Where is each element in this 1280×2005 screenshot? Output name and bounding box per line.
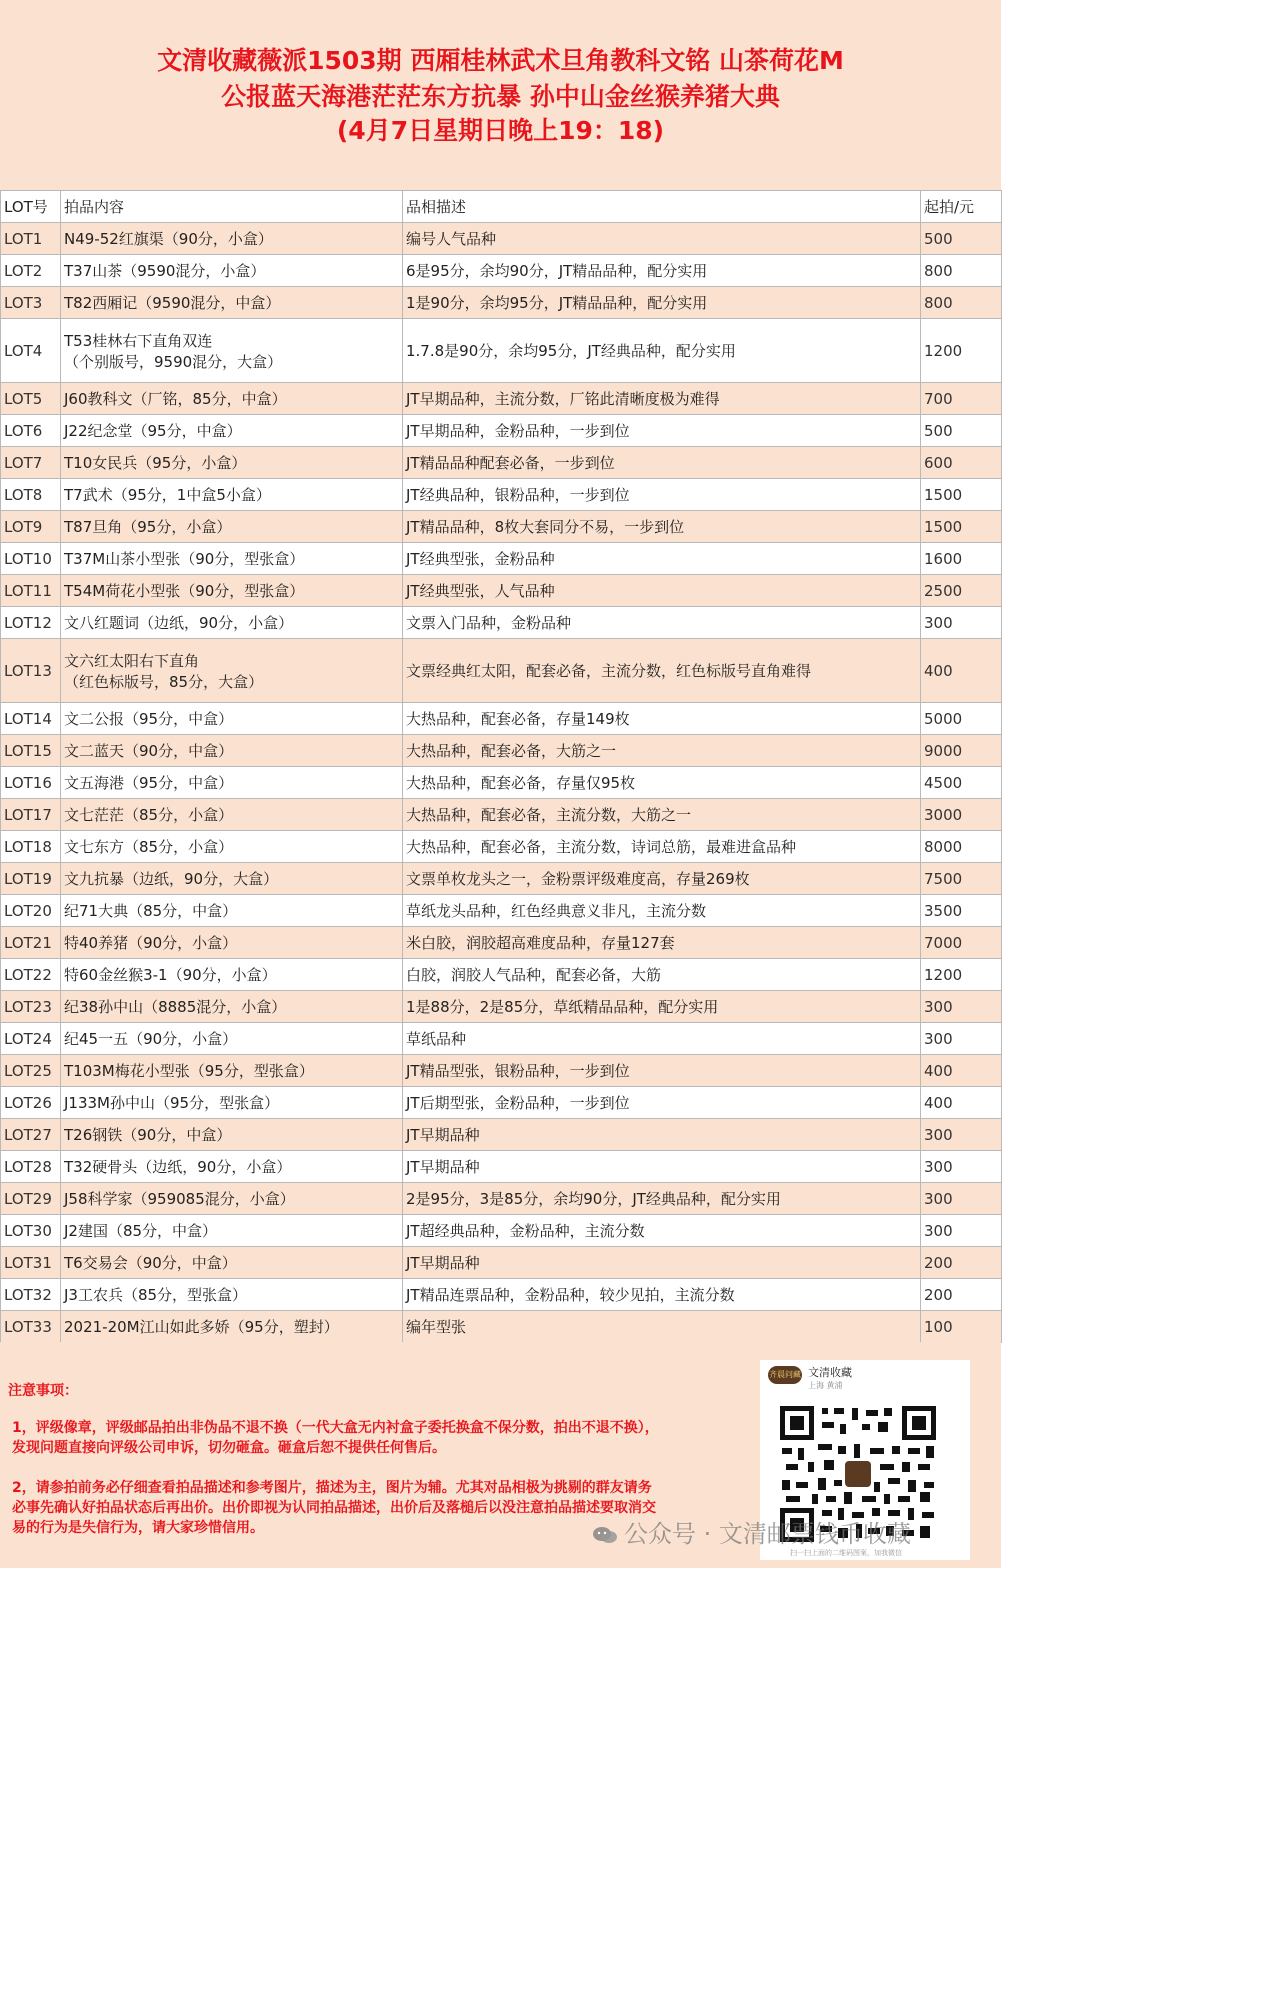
lot-number: LOT9: [1, 511, 61, 543]
lot-description: 大热品种，配套必备，存量149枚: [403, 703, 921, 735]
table-row: [1, 1151, 1002, 1183]
lot-item: [61, 255, 403, 287]
lot-item-line: T6交易会（90分，中盒）: [64, 1254, 237, 1272]
lot-number: LOT17: [1, 799, 61, 831]
lot-starting-price: 7500: [921, 863, 1002, 895]
table-row: [1, 543, 1002, 575]
lot-item: [61, 223, 403, 255]
lot-number: LOT23: [1, 991, 61, 1023]
table-row: [1, 1119, 1002, 1151]
lot-item: [61, 607, 403, 639]
lot-item-line: N49-52红旗渠（90分，小盒）: [64, 230, 273, 248]
lot-number: LOT16: [1, 767, 61, 799]
lot-item-line: 文二公报（95分，中盒）: [64, 710, 234, 728]
table-row: [1, 383, 1002, 415]
lot-number: LOT2: [1, 255, 61, 287]
lot-starting-price: 1500: [921, 511, 1002, 543]
lot-description: JT早期品种: [403, 1119, 921, 1151]
lot-starting-price: 1600: [921, 543, 1002, 575]
lot-item: [61, 543, 403, 575]
lot-number: LOT32: [1, 1279, 61, 1311]
lot-description: JT精品品种配套必备，一步到位: [403, 447, 921, 479]
table-row: [1, 895, 1002, 927]
lot-description: 大热品种，配套必备，主流分数，诗词总筋，最难进盒品种: [403, 831, 921, 863]
lot-description: 草纸龙头品种，红色经典意义非凡，主流分数: [403, 895, 921, 927]
lot-description: 1是88分，2是85分，草纸精品品种，配分实用: [403, 991, 921, 1023]
table-row: [1, 767, 1002, 799]
notes-point-1: 1，评级像章，评级邮品拍出非伪品不退不换（一代大盒无内衬盒子委托换盒不保分数，拍出不退不换），发现问题直接向评级公司申诉，切勿砸盒。砸盒后恕不提供任何售后。: [12, 1420, 659, 1456]
lot-starting-price: 4500: [921, 767, 1002, 799]
lot-description: 文票单枚龙头之一，金粉票评级难度高，存量269枚: [403, 863, 921, 895]
lot-starting-price: 300: [921, 607, 1002, 639]
lot-item-line: 纪38孙中山（8885混分，小盒）: [64, 998, 287, 1016]
lot-description: JT早期品种，金粉品种，一步到位: [403, 415, 921, 447]
wechat-icon: [592, 1525, 618, 1545]
lot-description: 文票经典红太阳，配套必备，主流分数，红色标版号直角难得: [403, 639, 921, 703]
lot-item: [61, 767, 403, 799]
lot-starting-price: 200: [921, 1279, 1002, 1311]
lot-item-line: 文五海港（95分，中盒）: [64, 774, 234, 792]
lot-item-line: T54M荷花小型张（90分，型张盒）: [64, 582, 305, 600]
lot-item: [61, 447, 403, 479]
lot-item-line: T37山茶（9590混分，小盒）: [64, 262, 266, 280]
title-line-1: 文清收藏薇派1503期 西厢桂林武术旦角教科文铭 山茶荷花M: [157, 46, 844, 75]
notes-title: 注意事项：: [8, 1383, 78, 1399]
page-header: [0, 0, 1001, 190]
lot-item-line: T32硬骨头（边纸，90分，小盒）: [64, 1158, 292, 1176]
lot-starting-price: 300: [921, 1151, 1002, 1183]
lot-starting-price: 300: [921, 1183, 1002, 1215]
lot-description: JT后期型张，金粉品种，一步到位: [403, 1087, 921, 1119]
lot-item-line-2: （个别版号，9590混分，大盒）: [64, 352, 283, 371]
auction-table: [0, 190, 1002, 1343]
lot-item-line: 纪71大典（85分，中盒）: [64, 902, 238, 920]
lot-starting-price: 600: [921, 447, 1002, 479]
notes-point-2: 2，请参拍前务必仔细查看拍品描述和参考图片，描述为主，图片为辅。尤其对品相极为挑剔的群友请务必事先确认好拍品状态后再出价。出价即视为认同拍品描述，出价后及落槌后以没注意拍品描述要取消交易的行为是失信行为，请大家珍惜信用。: [12, 1480, 656, 1536]
lot-number: LOT4: [1, 319, 61, 383]
lot-number: LOT22: [1, 959, 61, 991]
lot-item-line: 文二蓝天（90分，中盒）: [64, 742, 234, 760]
lot-description: 米白胶，润胶超高难度品种，存量127套: [403, 927, 921, 959]
lot-item-line: T10女民兵（95分，小盒）: [64, 454, 247, 472]
lot-starting-price: 700: [921, 383, 1002, 415]
lot-description: JT精品品种，8枚大套同分不易，一步到位: [403, 511, 921, 543]
lot-description: 2是95分，3是85分，余均90分，JT经典品种，配分实用: [403, 1183, 921, 1215]
lot-item: [61, 287, 403, 319]
lot-number: LOT13: [1, 639, 61, 703]
lot-description: 编号人气品种: [403, 223, 921, 255]
lot-starting-price: 500: [921, 415, 1002, 447]
lot-item: [61, 511, 403, 543]
lot-starting-price: 800: [921, 287, 1002, 319]
lot-number: LOT31: [1, 1247, 61, 1279]
lot-item-line: T82西厢记（9590混分，中盒）: [64, 294, 281, 312]
lot-item-line: T103M梅花小型张（95分，型张盒）: [64, 1062, 314, 1080]
lot-starting-price: 200: [921, 1247, 1002, 1279]
lot-starting-price: 100: [921, 1311, 1002, 1343]
lot-item: [61, 831, 403, 863]
table-row: [1, 511, 1002, 543]
watermark: [592, 1514, 911, 1549]
lot-item: [61, 319, 403, 383]
lot-starting-price: 1200: [921, 959, 1002, 991]
lot-description: 文票入门品种，金粉品种: [403, 607, 921, 639]
lot-description: JT精品连票品种，金粉品种，较少见拍，主流分数: [403, 1279, 921, 1311]
lot-item: [61, 1087, 403, 1119]
table-row: [1, 863, 1002, 895]
lot-starting-price: 3500: [921, 895, 1002, 927]
lot-item: [61, 1055, 403, 1087]
lot-starting-price: 400: [921, 1087, 1002, 1119]
lot-description: 大热品种，配套必备，主流分数，大筋之一: [403, 799, 921, 831]
table-row: [1, 607, 1002, 639]
lot-item: [61, 575, 403, 607]
table-row: [1, 255, 1002, 287]
table-row: [1, 1055, 1002, 1087]
table-row: [1, 831, 1002, 863]
lot-number: LOT15: [1, 735, 61, 767]
title-line-2: 公报蓝天海港茫茫东方抗暴 孙中山金丝猴养猪大典: [221, 82, 780, 111]
lot-item-line: 文八红题词（边纸，90分，小盒）: [64, 614, 294, 632]
table-row: [1, 1247, 1002, 1279]
qr-account-name: 文清收藏: [808, 1366, 852, 1379]
lot-starting-price: 3000: [921, 799, 1002, 831]
lot-description: JT早期品种: [403, 1151, 921, 1183]
header-lot: LOT号: [1, 191, 61, 223]
lot-item-line: T37M山茶小型张（90分，型张盒）: [64, 550, 305, 568]
lot-starting-price: 300: [921, 1119, 1002, 1151]
table-row: [1, 927, 1002, 959]
lot-item-line: 特40养猪（90分，小盒）: [64, 934, 238, 952]
lot-item: [61, 991, 403, 1023]
lot-starting-price: 1200: [921, 319, 1002, 383]
lot-starting-price: 300: [921, 991, 1002, 1023]
lot-item-line: T53桂林右下直角双连: [64, 331, 213, 350]
title-date: (4月7日星期日晚上19：18): [336, 116, 665, 145]
lot-starting-price: 300: [921, 1023, 1002, 1055]
lot-item-line: J22纪念堂（95分，中盒）: [64, 422, 242, 440]
lot-description: JT早期品种: [403, 1247, 921, 1279]
lot-item-line-2: （红色标版号，85分，大盒）: [64, 672, 264, 691]
header-desc: 品相描述: [403, 191, 921, 223]
lot-item: [61, 1151, 403, 1183]
lot-number: LOT8: [1, 479, 61, 511]
lot-description: 1是90分，余均95分，JT精品品种，配分实用: [403, 287, 921, 319]
lot-item-line: T87旦角（95分，小盒）: [64, 518, 232, 536]
lot-item-line: 文七茫茫（85分，小盒）: [64, 806, 234, 824]
lot-item-line: 文九抗暴（边纸，90分，大盒）: [64, 870, 279, 888]
lot-description: JT早期品种，主流分数，厂铭此清晰度极为难得: [403, 383, 921, 415]
table-row: [1, 991, 1002, 1023]
table-row: [1, 447, 1002, 479]
lot-starting-price: 9000: [921, 735, 1002, 767]
lot-item: [61, 479, 403, 511]
header-item: 拍品内容: [61, 191, 403, 223]
lot-number: LOT29: [1, 1183, 61, 1215]
lot-item-line: 文六红太阳右下直角: [64, 651, 200, 670]
table-row: [1, 959, 1002, 991]
lot-number: LOT19: [1, 863, 61, 895]
lot-item-line: J58科学家（959085混分，小盒）: [64, 1190, 295, 1208]
lot-item: [61, 1023, 403, 1055]
lot-number: LOT27: [1, 1119, 61, 1151]
table-row: [1, 639, 1002, 703]
table-row: [1, 223, 1002, 255]
lot-number: LOT5: [1, 383, 61, 415]
lot-number: LOT30: [1, 1215, 61, 1247]
lot-number: LOT10: [1, 543, 61, 575]
lot-number: LOT24: [1, 1023, 61, 1055]
lot-item: [61, 895, 403, 927]
table-row: [1, 415, 1002, 447]
lot-item-line: 特60金丝猴3-1（90分，小盒）: [64, 966, 277, 984]
lot-description: 大热品种，配套必备，存量仅95枚: [403, 767, 921, 799]
lot-item: [61, 863, 403, 895]
lot-starting-price: 1500: [921, 479, 1002, 511]
table-row: [1, 735, 1002, 767]
lot-item-line: J133M孙中山（95分，型张盒）: [64, 1094, 280, 1112]
lot-item: [61, 639, 403, 703]
lot-number: LOT6: [1, 415, 61, 447]
lot-item: [61, 1119, 403, 1151]
lot-description: 1.7.8是90分，余均95分，JT经典品种，配分实用: [403, 319, 921, 383]
lot-number: LOT18: [1, 831, 61, 863]
lot-description: JT经典品种，银粉品种，一步到位: [403, 479, 921, 511]
lot-item: [61, 703, 403, 735]
lot-number: LOT7: [1, 447, 61, 479]
lot-number: LOT28: [1, 1151, 61, 1183]
lot-item: [61, 1247, 403, 1279]
auction-table-body: [1, 191, 1002, 1343]
lot-starting-price: 800: [921, 255, 1002, 287]
lot-description: 编年型张: [403, 1311, 921, 1343]
lot-starting-price: 400: [921, 1055, 1002, 1087]
lot-item: [61, 735, 403, 767]
lot-item: [61, 383, 403, 415]
lot-number: LOT3: [1, 287, 61, 319]
lot-starting-price: 8000: [921, 831, 1002, 863]
lot-item-line: T26钢铁（90分，中盒）: [64, 1126, 232, 1144]
lot-item-line: T7武术（95分，1中盒5小盒）: [64, 486, 271, 504]
table-row: [1, 799, 1002, 831]
lot-number: LOT21: [1, 927, 61, 959]
lot-starting-price: 400: [921, 639, 1002, 703]
lot-number: LOT20: [1, 895, 61, 927]
lot-number: LOT14: [1, 703, 61, 735]
table-row: [1, 1215, 1002, 1247]
lot-description: 6是95分，余均90分，JT精品品种，配分实用: [403, 255, 921, 287]
lot-item: [61, 415, 403, 447]
lot-number: LOT11: [1, 575, 61, 607]
lot-description: JT精品型张，银粉品种，一步到位: [403, 1055, 921, 1087]
lot-starting-price: 500: [921, 223, 1002, 255]
lot-item: [61, 799, 403, 831]
header-price: 起拍/元: [921, 191, 1002, 223]
lot-description: JT经典型张，人气品种: [403, 575, 921, 607]
table-row: [1, 1087, 1002, 1119]
lot-starting-price: 5000: [921, 703, 1002, 735]
table-row: [1, 703, 1002, 735]
qr-caption: 扫一扫上面的二维码图案，加我微信: [790, 1549, 902, 1557]
lot-item: [61, 1279, 403, 1311]
table-row: [1, 1279, 1002, 1311]
lot-starting-price: 7000: [921, 927, 1002, 959]
lot-starting-price: 300: [921, 1215, 1002, 1247]
lot-number: LOT26: [1, 1087, 61, 1119]
lot-item: [61, 1311, 403, 1343]
lot-starting-price: 2500: [921, 575, 1002, 607]
lot-item-line: 2021-20M江山如此多娇（95分，塑封）: [64, 1318, 339, 1336]
lot-item-line: J2建国（85分，中盒）: [64, 1222, 218, 1240]
lot-item-line: 纪45一五（90分，小盒）: [64, 1030, 238, 1048]
lot-number: LOT33: [1, 1311, 61, 1343]
lot-description: JT经典型张，金粉品种: [403, 543, 921, 575]
table-row: [1, 479, 1002, 511]
lot-item: [61, 1183, 403, 1215]
lot-description: 白胶，润胶人气品种，配套必备，大筋: [403, 959, 921, 991]
table-row: [1, 319, 1002, 383]
qr-location: 上海 黄浦: [808, 1381, 843, 1390]
table-row: [1, 1183, 1002, 1215]
lot-item: [61, 927, 403, 959]
table-header-row: [1, 191, 1002, 223]
table-row: [1, 1023, 1002, 1055]
lot-number: LOT1: [1, 223, 61, 255]
lot-item-line: 文七东方（85分，小盒）: [64, 838, 234, 856]
lot-item: [61, 1215, 403, 1247]
lot-description: 草纸品种: [403, 1023, 921, 1055]
brand-logo: 齐晨问藏: [768, 1366, 802, 1384]
lot-number: LOT25: [1, 1055, 61, 1087]
table-row: [1, 1311, 1002, 1343]
lot-number: LOT12: [1, 607, 61, 639]
lot-description: JT超经典品种，金粉品种，主流分数: [403, 1215, 921, 1247]
lot-description: 大热品种，配套必备，大筋之一: [403, 735, 921, 767]
table-row: [1, 287, 1002, 319]
watermark-text: 公众号 · 文清邮票钱币收藏: [624, 1520, 911, 1548]
lot-item: [61, 959, 403, 991]
table-row: [1, 575, 1002, 607]
lot-item-line: J60教科文（厂铭，85分，中盒）: [64, 390, 287, 408]
lot-item-line: J3工农兵（85分，型张盒）: [64, 1286, 248, 1304]
